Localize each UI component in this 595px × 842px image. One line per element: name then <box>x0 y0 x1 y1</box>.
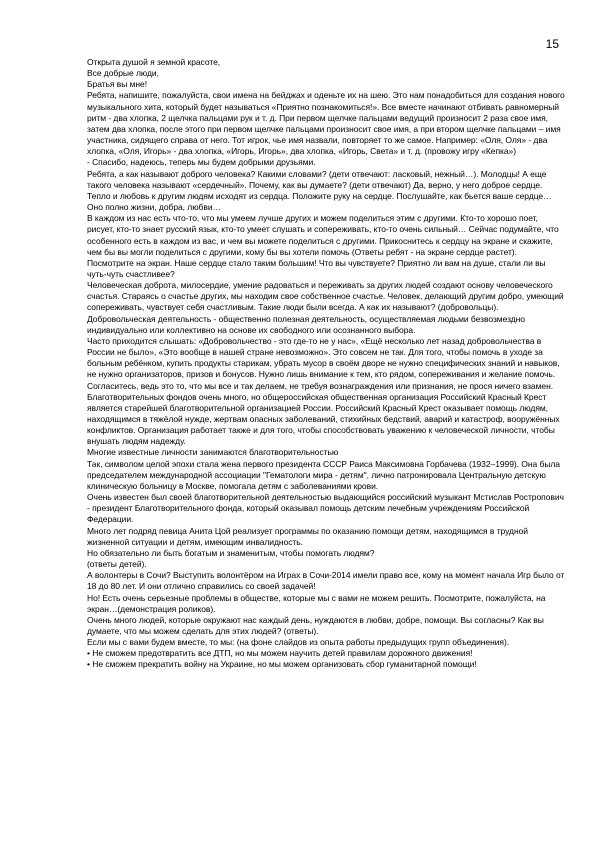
paragraph: • Не сможем предотвратить все ДТП, но мы можем научить детей правилам дорожного движения! <box>87 648 473 659</box>
paragraph: В каждом из нас есть что-то, что мы умеем лучше других и можем поделиться этим с другими. Кто-то хорошо поет, рисует, кто-то знает русский язык, кто-то умеет слушать и сопереживать, кто-то очень сильный… Сейчас подумайте, что особенного есть в каждом из вас, и чем вы можете поделиться с другими. Прикоснитесь к сердцу на экране и скажите, чем бы вы могли поделиться с другими, кому бы вы хотели помочь (Ответы ребят - на экране сердце растет). <box>87 213 559 257</box>
paragraph: Многие известные личности занимаются благотворительностью <box>87 447 339 458</box>
paragraph: Братья вы мне! <box>87 79 148 90</box>
body-text <box>87 57 567 671</box>
paragraph: Очень много людей, которые окружают нас каждый день, нуждаются в любви, добре, помощи. Вы согласны? Как вы думаете, что мы можем сделать для этих людей? (ответы). <box>87 614 544 636</box>
paragraph: Ребята, а как называют доброго человека? Какими словами? (дети отвечают: ласковый, нежный…). Молодцы! А еще такого человека называют «сердечный». Почему, как вы думаете? (дети отвечают) Да, верно, у него доброе сердце. Тепло и любовь к другим людям исходят из сердца. Положите руку на сердце. Послушайте, как бьется ваше сердце… Оно полно жизни, добра, любви… <box>87 168 552 213</box>
paragraph: Открыта душой я земной красоте, <box>87 57 221 67</box>
paragraph: Благотворительных фондов очень много, но общероссийская общественная организация Российский Красный Крест является старейшей благотворительной организацией России. Российский Красный Крест оказывает помощь людям, находящимся в тяжёлой нужде, жертвам опасных заболеваний, стихийных бедствий, аварий и катастроф, вооружённых конфликтов. Организация работает также и для того, чтобы способствовать уважению к человеческой личности, чтобы внушать людям надежду. <box>87 391 560 447</box>
paragraph: Очень известен был своей благотворительной деятельностью выдающийся российский музыкант Мстислав Ростропович - президент Благотворительного фонда, который оказывал помощь детским лечебным учреждениям Российской Федерации. <box>87 492 564 525</box>
paragraph: Если мы с вами будем вместе, то мы: (на фоне слайдов из опыта работы предыдущих групп объединения). <box>87 637 510 648</box>
paragraph: Все добрые люди, <box>87 68 159 79</box>
paragraph: Но! Есть очень серьезные проблемы в обществе, которые мы с вами не можем решить. Посмотрите, пожалуйста, на экран…(демонстрация роликов). <box>87 592 546 614</box>
paragraph: Посмотрите на экран. Наше сердце стало таким большим! Что вы чувствуете? Приятно ли вам на душе, стали ли вы чуть-чуть счастливее? <box>87 257 546 279</box>
paragraph: Часто приходится слышать: «Добровольчество - это где-то не у нас», «Ещё несколько лет назад добровольчества в России не было», «Это вообще в нашей стране невозможно». Это совсем не так. Для того, чтобы помочь в уходе за больным ребёнком, купить продукты старикам, убрать мусор в своём дворе не нужно специфических знаний и навыков, не нужно организаторов, призов и бонусов. Нужно лишь внимание к тем, кто рядом, сопереживания и желание помочь. Согласитесь, ведь это то, что мы все и так делаем, не требуя вознаграждения или признания, не прося ничего взамен. <box>87 335 560 391</box>
paragraph: Так, символом целой эпохи стала жена первого президента СССР Раиса Максимовна Горбачева (1932–1999). Она была председателем международной ассоциации "Гематологи мира - детям", лично патронировала Центральную детскую клиническую больницу в Москве, помогала детям с заболеваниями крови. <box>87 458 560 491</box>
page-number: 15 <box>545 37 559 51</box>
paragraph: Ребята, напишите, пожалуйста, свои имена на бейджах и оденьте их на шею. Это нам понадобиться для создания нового музыкального хита, который будет называться «Приятно познакомиться!». Все вместе начинают отбивать равномерный ритм - два хлопка, 2 щелчка пальцами рук и т. д. При первом щелчке пальцами ведущий произносит 2 раза свое имя, затем два хлопка, после этого при первом щелчке пальцами произносит свое имя, а при втором щелчке пальцами – имя участника, сидящего справа от него. Тот игрок, чье имя назвали, повторяет то же самое. Например: «Оля, Оля» - два хлопка, «Оля, Игорь» - два хлопка, «Игорь, Игорь», два хлопка, «Игорь, Света» и т. д. (провожу игру «Кепка») <box>87 90 565 157</box>
paragraph: Много лет подряд певица Анита Цой реализует программы по оказанию помощи детям, находящимся в трудной жизненной ситуации и детям, имеющим инвалидность. <box>87 525 528 547</box>
paragraph: - Спасибо, надеюсь, теперь мы будем добрыми друзьями. <box>87 157 316 168</box>
paragraph: Но обязательно ли быть богатым и знаменитым, чтобы помогать людям? <box>87 547 375 558</box>
paragraph: • Не сможем прекратить войну на Украине, но мы можем организовать сбор гуманитарной помощи! <box>87 659 477 670</box>
paragraph: Добровольческая деятельность - общественно полезная деятельность, осуществляемая людьми безвозмездно индивидуально или коллективно на основе их свободного или осознанного выбора. <box>87 313 525 335</box>
paragraph: (ответы детей). <box>87 559 147 570</box>
paragraph: А волонтеры в Сочи? Выступить волонтёром на Играх в Сочи-2014 имели право все, кому на момент начала Игр было от 18 до 80 лет. И они отлично справились со своей задачей! <box>87 570 565 592</box>
paragraph: Человеческая доброта, милосердие, умение радоваться и переживать за других людей создают основу человеческого счастья. Стараясь о счастье других, мы находим свое собственное счастье. Человек, делающий другим добро, умеющий сопереживать, чувствует себя счастливым. Такие люди были всегда. А как их называют? (добровольцы). <box>87 280 564 313</box>
